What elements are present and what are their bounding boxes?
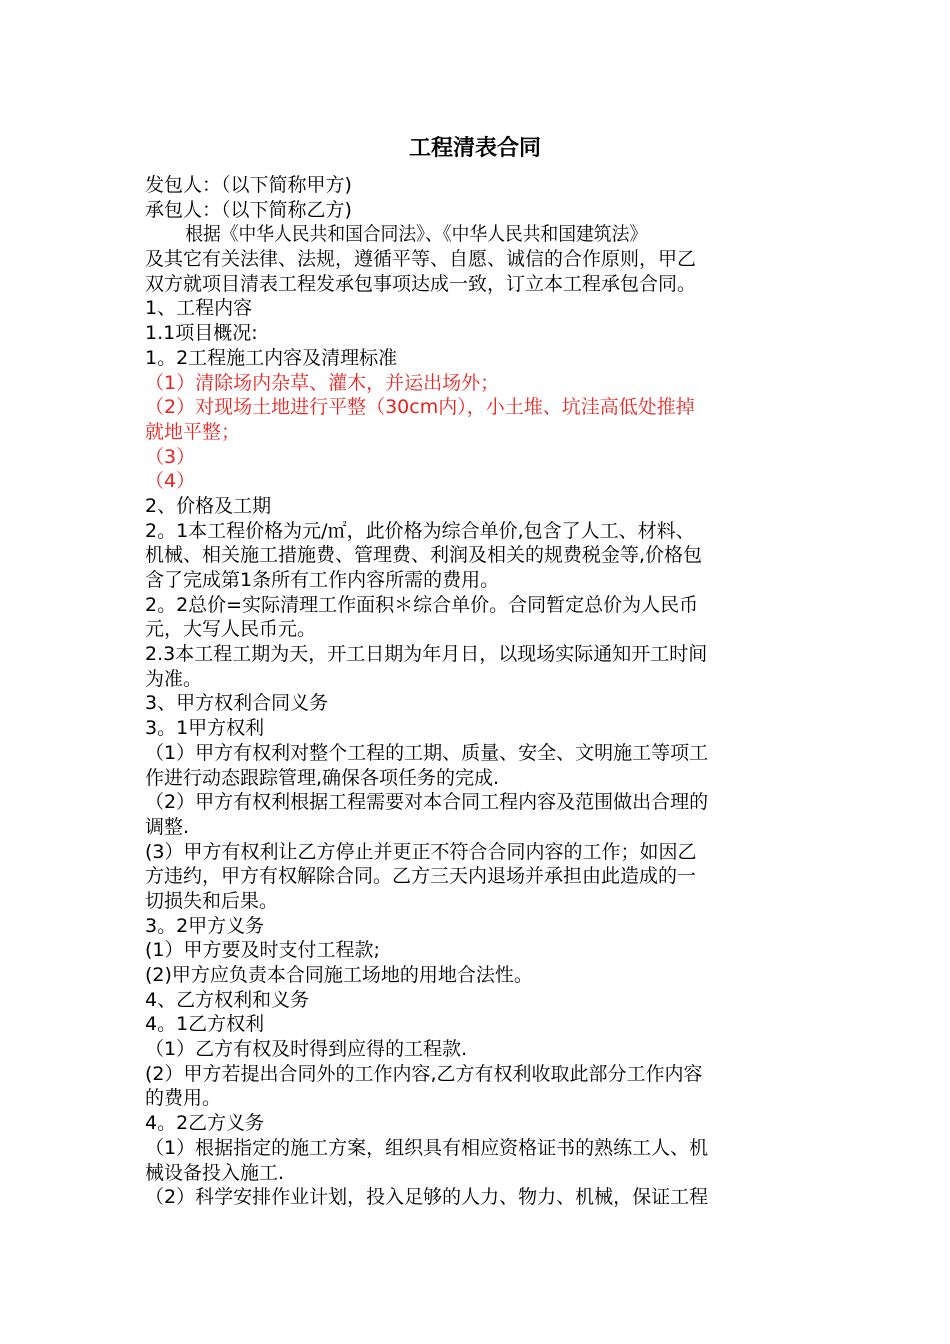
clause-line: （2）甲方有权利根据工程需要对本合同工程内容及范围做出合理的	[145, 791, 709, 814]
standard-item: （3）	[145, 445, 196, 468]
subsection-heading: 3。2甲方义务	[145, 914, 265, 937]
clause-line: 2.3本工程工期为天，开工日期为年月日，以现场实际通知开工时间	[145, 643, 708, 666]
subsection-heading: 1.1项目概况:	[145, 322, 258, 345]
clause-line: 2。1本工程价格为元/㎡，此价格为综合单价,包含了人工、材料、	[145, 519, 695, 542]
section-heading: 3、甲方权利合同义务	[145, 692, 329, 715]
section-heading: 4、乙方权利和义务	[145, 988, 310, 1011]
subsection-heading: 4。1乙方权利	[145, 1013, 265, 1036]
clause-line: 为准。	[145, 667, 203, 690]
document-body	[145, 173, 807, 1210]
clause-line: (2)甲方应负责本合同施工场地的用地合法性。	[145, 964, 533, 986]
standard-item: （1）清除场内杂草、灌木，并运出场外；	[145, 371, 500, 394]
section-heading: 1、工程内容	[145, 297, 253, 320]
clause-line: 械设备投入施工.	[145, 1161, 285, 1184]
subsection-heading: 1。2工程施工内容及清理标准	[145, 346, 398, 369]
standard-item: 就地平整；	[145, 420, 241, 443]
clause-line: (2）甲方若提出合同外的工作内容,乙方有权利收取此部分工作内容	[145, 1062, 703, 1085]
clause-line: 含了完成第1条所有工作内容所需的费用。	[145, 569, 500, 591]
clause-line: (3）甲方有权利让乙方停止并更正不符合合同内容的工作；如因乙	[145, 840, 697, 863]
standard-item: （4）	[145, 470, 196, 493]
clause-line: 方违约，甲方有权解除合同。乙方三天内退场并承担由此造成的一	[145, 865, 697, 888]
intro-line: 双方就项目清表工程发承包事项达成一致，订立本工程承包合同。	[145, 272, 697, 295]
clause-line: 2。2总价=实际清理工作面积＊综合单价。合同暂定总价为人民币	[145, 593, 699, 616]
section-heading: 2、价格及工期	[145, 494, 272, 517]
clause-line: （1）乙方有权及时得到应得的工程款.	[145, 1038, 468, 1061]
clause-line: 元，大写人民币元。	[145, 618, 317, 641]
clause-line: (1）甲方要及时支付工程款;	[145, 939, 380, 962]
clause-line: 调整.	[145, 815, 190, 838]
subsection-heading: 3。1甲方权利	[145, 717, 265, 740]
clause-line: 作进行动态跟踪管理,确保各项任务的完成.	[145, 766, 500, 789]
contractor-line: 承包人：（以下简称乙方)	[145, 198, 352, 221]
intro-line: 根据《中华人民共和国合同法》、《中华人民共和国建筑法》	[185, 223, 648, 246]
clause-line: 机械、相关施工措施费、管理费、利润及相关的规费税金等,价格包	[145, 544, 703, 567]
standard-item: （2）对现场土地进行平整（30cm内），小土堆、坑洼高低处推掉	[145, 396, 695, 419]
clause-line: （1）甲方有权利对整个工程的工期、质量、安全、文明施工等项工	[145, 741, 709, 764]
clause-line: 切损失和后果。	[145, 889, 279, 912]
employer-line: 发包人：（以下简称甲方)	[145, 174, 352, 196]
clause-line: （2）科学安排作业计划，投入足够的人力、物力、机械，保证工程	[145, 1186, 709, 1209]
subsection-heading: 4。2乙方义务	[145, 1112, 265, 1135]
clause-line: （1）根据指定的施工方案，组织具有相应资格证书的熟练工人、机	[145, 1136, 709, 1159]
intro-line: 及其它有关法律、法规，遵循平等、自愿、诚信的合作原则，甲乙	[145, 248, 697, 271]
document-title: 工程清表合同	[408, 136, 541, 161]
clause-line: 的费用。	[145, 1087, 222, 1110]
